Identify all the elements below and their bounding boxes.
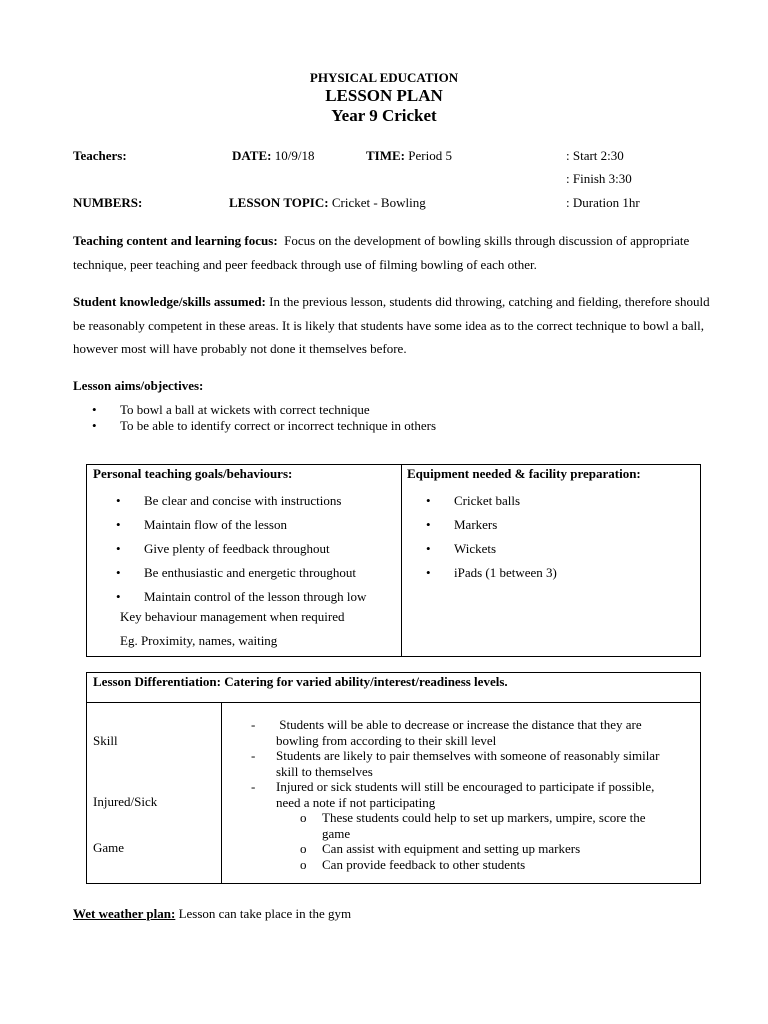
wet-weather-label: Wet weather plan: [73, 906, 176, 921]
page-subtitle: Year 9 Cricket [331, 106, 437, 125]
differentiation-header: Lesson Differentiation: Catering for varied ability/interest/readiness levels. [93, 674, 508, 689]
aims-label: Lesson aims/objectives: [73, 378, 204, 393]
start-time: : Start 2:30 [566, 148, 624, 163]
point-line: skill to themselves [276, 763, 373, 779]
list-item [276, 748, 659, 779]
list-item [322, 810, 705, 841]
subpoints [322, 810, 705, 872]
topic-value: Cricket - Bowling [331, 195, 426, 210]
equipment-item: • Wickets [426, 537, 557, 561]
aims-list [92, 402, 436, 434]
student-knowledge-paragraph [73, 290, 713, 361]
equipment-list [426, 489, 557, 585]
differentiation-table [86, 672, 701, 884]
date-value: 10/9/18 [274, 148, 315, 163]
point-line: Students will be able to decrease or increase the distance that they are [279, 717, 642, 732]
point-line: Injured or sick students will still be encouraged to participate if possible, [276, 779, 655, 794]
equipment-item: • Cricket balls [426, 489, 557, 513]
subpoint-line: These students could help to set up markers, umpire, score the [322, 810, 646, 825]
equipment-item: • iPads (1 between 3) [426, 561, 557, 585]
page-title: LESSON PLAN [325, 86, 443, 105]
equipment-header: Equipment needed & facility preparation: [407, 466, 641, 481]
label-injured-sick: Injured/Sick [93, 794, 158, 809]
table-divider [221, 702, 222, 883]
goal-item: • Be clear and concise with instructions [116, 489, 366, 513]
wet-weather-plan [73, 906, 351, 922]
label-game: Game [93, 840, 125, 855]
wet-weather-text: Lesson can take place in the gym [178, 906, 352, 921]
goal-item: • Give plenty of feedback throughout [116, 537, 366, 561]
subject-heading: PHYSICAL EDUCATION [309, 70, 459, 85]
teaching-content-paragraph [73, 229, 713, 276]
date-field [232, 148, 314, 164]
list-item [322, 857, 705, 873]
equipment-item: • Markers [426, 513, 557, 537]
behaviour-example: Eg. Proximity, names, waiting [120, 633, 278, 648]
goal-item: • Be enthusiastic and energetic throughout [116, 561, 366, 585]
point-line: bowling from according to their skill level [276, 732, 497, 748]
subpoint-line: Can provide feedback to other students [322, 856, 526, 872]
time-label: TIME: [366, 148, 405, 163]
duration: : Duration 1hr [566, 195, 640, 210]
goals-equipment-table [86, 464, 701, 657]
teaching-content-label: Teaching content and learning focus: [73, 233, 278, 248]
label-skill: Skill [93, 733, 118, 748]
finish-time: : Finish 3:30 [566, 171, 632, 186]
point-line: Students are likely to pair themselves with someone of reasonably similar [276, 748, 660, 763]
behaviour-note: Key behaviour management when required [120, 609, 345, 624]
table-row-divider [87, 702, 700, 703]
goals-list [116, 489, 366, 609]
teachers-label: Teachers: [73, 148, 127, 163]
student-knowledge-label: Student knowledge/skills assumed: [73, 294, 266, 309]
subpoint-line: game [322, 825, 351, 841]
aim-item: • To be able to identify correct or incorrect technique in others [92, 418, 436, 434]
student-knowledge-text: In the previous lesson, students did throwing, catching and fielding, therefore should be reasonably competent in these areas. It is likely that students have some idea as to the correct technique to bowl a ball, however most will have probably not done it themselves before. [73, 294, 710, 356]
list-item [322, 841, 705, 857]
topic-label: LESSON TOPIC: [229, 195, 329, 210]
point-line: need a note if not participating [276, 794, 436, 810]
time-field [366, 148, 452, 164]
aim-item: • To bowl a ball at wickets with correct technique [92, 402, 436, 418]
numbers-label: NUMBERS: [73, 195, 143, 210]
differentiation-points [276, 717, 659, 872]
table-divider [401, 465, 402, 656]
time-value: Period 5 [408, 148, 452, 163]
subpoint-line: Can assist with equipment and setting up markers [322, 841, 581, 856]
goals-header: Personal teaching goals/behaviours: [93, 466, 293, 481]
list-item [276, 779, 659, 810]
list-item [276, 717, 659, 748]
goal-item: • Maintain control of the lesson through low [116, 585, 366, 609]
lesson-topic-field [229, 195, 426, 211]
goal-item: • Maintain flow of the lesson [116, 513, 366, 537]
teaching-content-text: Focus on the development of bowling skills through discussion of appropriate technique, peer teaching and peer feedback through use of filming bowling of each other. [73, 233, 690, 272]
date-label: DATE: [232, 148, 272, 163]
